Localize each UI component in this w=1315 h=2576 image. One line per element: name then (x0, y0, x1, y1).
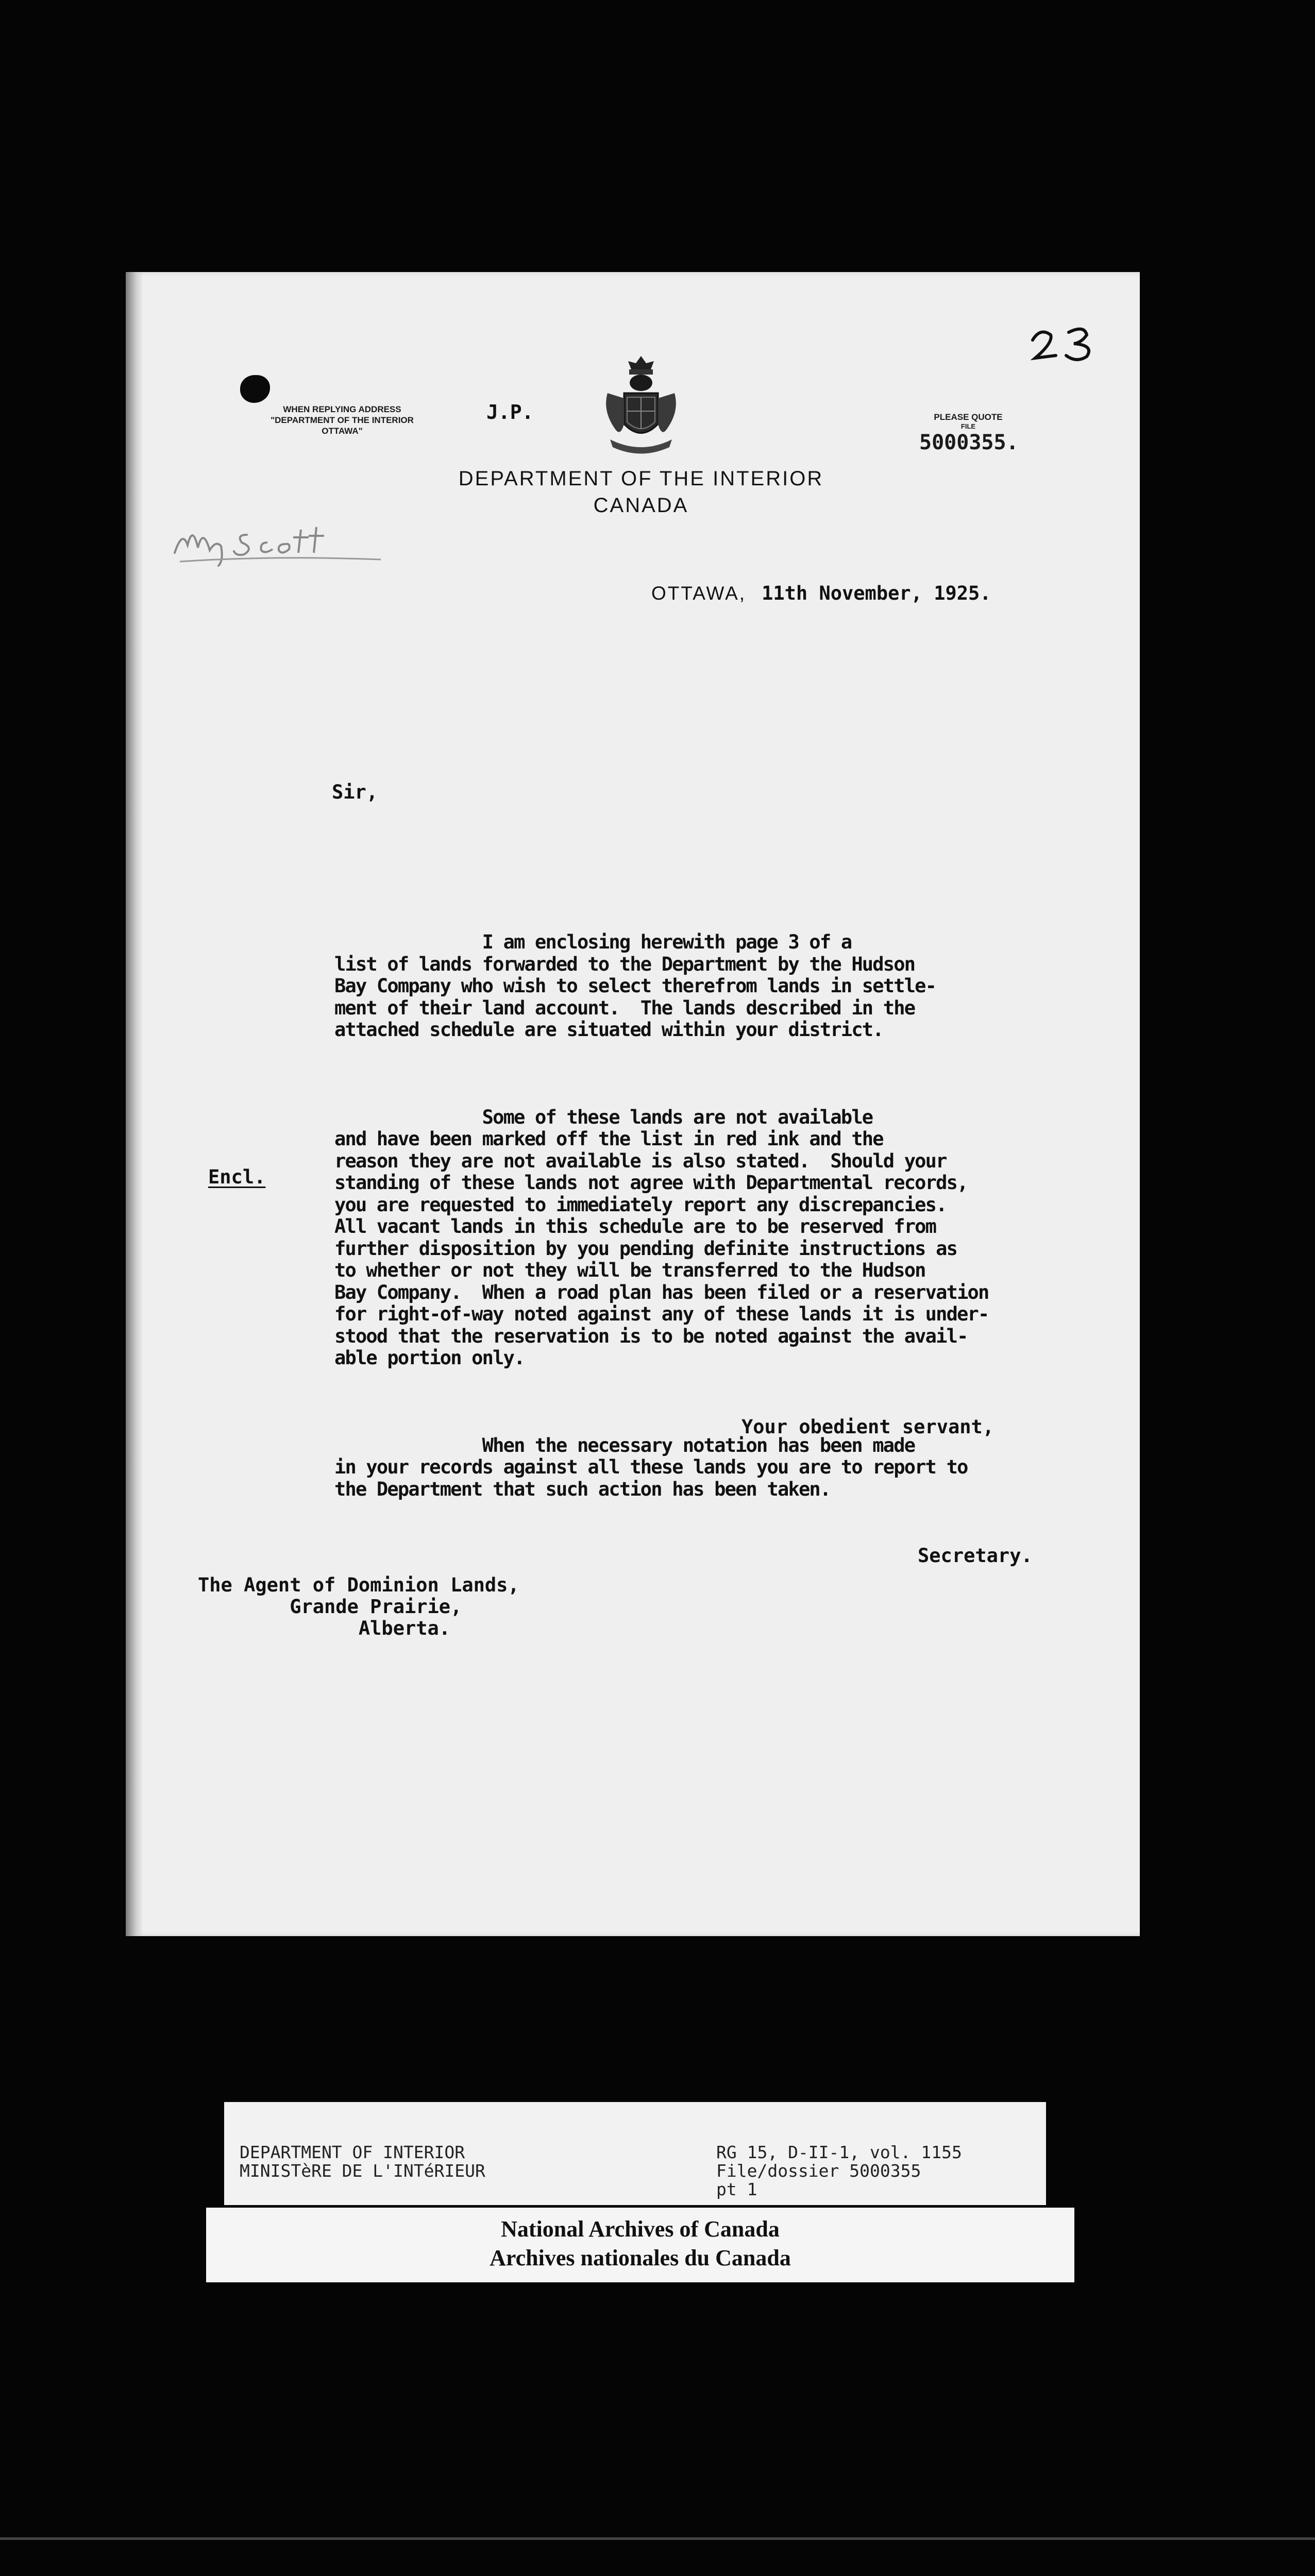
page-edge-shadow (126, 272, 143, 1936)
archive-department: DEPARTMENT OF INTERIOR MINISTèRE DE L'INTéRIEUR (240, 2142, 485, 2181)
letter-date: 11th November, 1925. (762, 582, 991, 604)
closing: Your obedient servant, (741, 1416, 994, 1438)
department-heading (383, 465, 899, 519)
reply-note-line: OTTAWA" (322, 426, 363, 436)
letter-page (126, 272, 1140, 1936)
ink-blot (240, 375, 270, 403)
recipient-address: The Agent of Dominion Lands, Grande Prairie, Alberta. (198, 1574, 519, 1639)
archive-file-reference: RG 15, D-II-1, vol. 1155 File/dossier 5000355 pt 1 (716, 2142, 962, 2199)
archives-banner (206, 2208, 1074, 2282)
please-quote-label: PLEASE QUOTE (934, 412, 1003, 422)
reply-note-line: "DEPARTMENT OF THE INTERIOR (271, 415, 414, 425)
letter-place: OTTAWA, (651, 583, 747, 604)
handwritten-page-number (1025, 319, 1107, 366)
department-name: DEPARTMENT OF THE INTERIOR (458, 467, 824, 490)
reply-note (239, 404, 445, 436)
archive-reference-label (224, 2102, 1046, 2205)
letter-body (334, 888, 1133, 1566)
body-paragraph: I am enclosing herewith page 3 of a list of lands forwarded to the Department by the Hudson Bay Company who wish to select therefrom lands in settle- ment of their land account. The lands described in the attached schedule are situated within your district. (334, 931, 936, 1041)
reply-note-line: WHEN REPLYING ADDRESS (283, 404, 401, 414)
department-country: CANADA (593, 494, 689, 517)
file-number: 5000355. (919, 431, 1019, 454)
file-label: FILE (960, 422, 976, 430)
body-paragraph: When the necessary notation has been made in your records against all these lands you are to report to the Department that such action has been taken. (334, 1434, 968, 1500)
handwritten-note-mr-scott (170, 514, 386, 571)
enclosure-note: Encl. (208, 1166, 266, 1188)
bottom-divider (0, 2537, 1315, 2540)
coat-of-arms-icon (597, 352, 685, 460)
signature-title: Secretary. (918, 1545, 1033, 1567)
file-reference (919, 412, 1017, 454)
archives-name-fr: Archives nationales du Canada (490, 2245, 791, 2270)
place-and-date (651, 582, 991, 604)
salutation: Sir, (332, 781, 378, 803)
body-paragraph: Some of these lands are not available and have been marked off the list in red ink and the reason they are not available is also stated. Should your standing of these lands not agree with Departmental records, you are requested to immediately report any discrepancies. All vacant lands in this schedule are to be reserved from further disposition by you pending definite instructions as to whether or not they will be transferred to the Hudson Bay Company. When a road plan has been filed or a reservation for right-of-way noted against any of these lands it is under- stood that the reservation is to be noted against the avail- able portion only. (334, 1106, 989, 1369)
typist-initials: J.P. (486, 401, 534, 423)
archives-name-en: National Archives of Canada (501, 2216, 780, 2242)
